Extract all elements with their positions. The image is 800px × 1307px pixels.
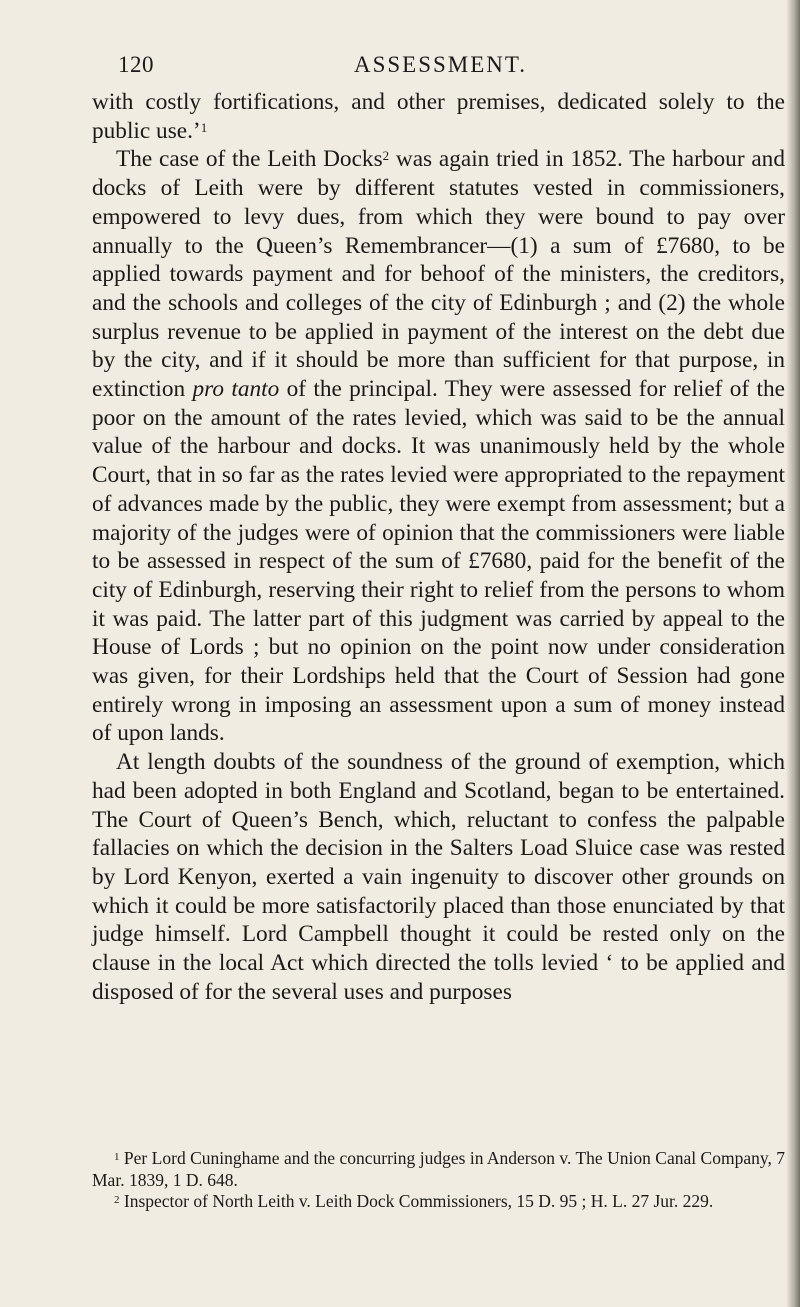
page-number: 120 — [118, 52, 154, 77]
page-edge-shadow — [786, 0, 800, 1307]
footnote-1: $^1$ Per Lord Cuninghame and the concurring judges in Anderson v. The Union Canal Company, 7 Mar. 1839, 1 D. 648. — [92, 1148, 785, 1190]
footnote-ref-2: 2 — [382, 148, 390, 164]
footnotes — [92, 1148, 785, 1213]
running-head: ASSESSMENT. — [353, 52, 528, 77]
paragraph-2: The case of the Leith Docks$^2$ was again tried in 1852. The harbour and docks of Leith were by different statutes vested in commissioners, empowered to levy dues, from which they were bound to pay over annually to the Queen’s Remembrancer—(1) a sum of £7680, to be applied towards payment and for behoof of the ministers, the creditors, and the schools and colleges of the city of Edinburgh ; and (2) the whole surplus revenue to be applied in payment of the interest on the debt due by the city, and if it should be more than sufficient for that purpose, in extinction pro tanto of the principal. They were assessed for relief of the poor on the amount of the rates levied, which was said to be the annual value of the harbour and docks. It was unanimously held by the whole Court, that in so far as the rates levied were appropriated to the repayment of advances made by the public, they were exempt from assessment; but a majority of the judges were of opinion that the commissioners were liable to be assessed in respect of the sum of £7680, paid for the benefit of the city of Edinburgh, reserving their right to relief from the persons to whom it was paid. The latter part of this judgment was carried by appeal to the House of Lords ; but no opinion on the point now under consideration was given, for their Lordships held that the Court of Session had gone entirely wrong in imposing an assessment upon a sum of money instead of upon lands. — [92, 146, 785, 747]
footnote-2: $^2$ Inspector of North Leith v. Leith Dock Commissioners, 15 D. 95 ; H. L. 27 Jur. 229. — [114, 1191, 714, 1211]
footnote-ref-1: 1 — [200, 119, 208, 135]
italic-phrase: pro tanto — [192, 376, 280, 403]
paragraph-3: At length doubts of the soundness of the ground of exemption, which had been adopted in both England and Scotland, began to be entertained. The Court of Queen’s Bench, which, reluctant to confess the palpable fallacies on which the decision in the Salters Load Sluice case was rested by Lord Kenyon, exerted a vain ingenuity to discover other grounds on which it could be more satisfactorily placed than those enunciated by that judge himself. Lord Campbell thought it could be rested only on the clause in the local Act which directed the tolls levied ‘ to be applied and disposed of for the several uses and purposes — [92, 749, 785, 1005]
paragraph-1: with costly fortifications, and other premises, dedicated solely to the public use.’$^1$ — [92, 89, 785, 144]
body-text — [92, 88, 785, 1007]
